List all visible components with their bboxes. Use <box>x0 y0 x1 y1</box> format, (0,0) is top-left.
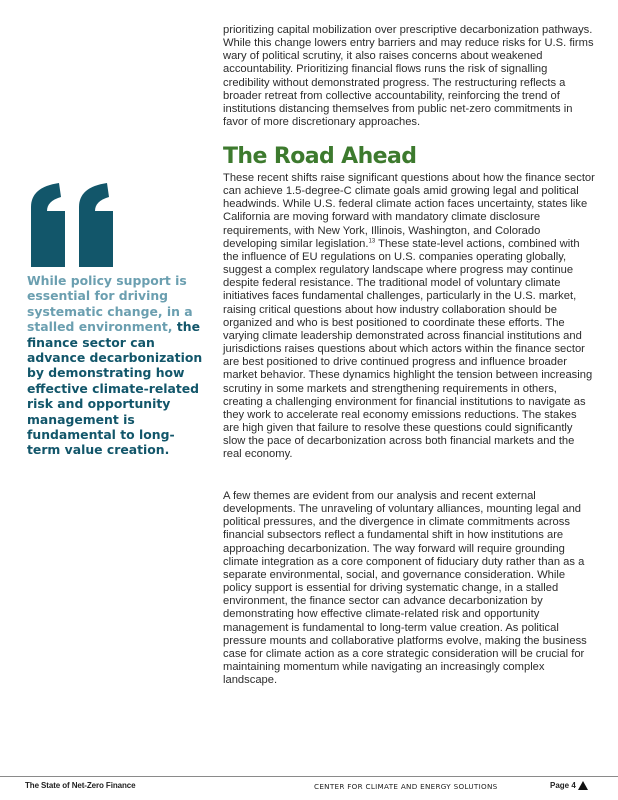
main-paragraph-part-1: These recent shifts raise significant questions about how the finance sector can achieve 1.5-degree-C climate goals amid growing legal and political headwinds. While U.S. federal climate action faces uncertainty, states like California are moving forward with mandatory climate disclosure requirements, with New York, Illinois, Washington, and Colorado developing similar legislation. <box>223 172 595 250</box>
footer-organization: CENTER FOR CLIMATE AND ENERGY SOLUTIONS <box>314 782 498 791</box>
footer-report-title: The State of Net-Zero Finance <box>25 781 136 790</box>
main-paragraph-part-2: These state-level actions, combined with the influence of EU regulations on U.S. companies operating globally, suggest a complex regulatory landscape where progress may continue despite federal resistance. The traditional model of voluntary climate initiatives faces fundamental challenges, particularly in the U.S. market, raising critical questions about how industry collaboration should be organized and who is best positioned to coordinate these efforts. The varying climate leadership demonstrated across financial institutions and jurisdictions raises questions about which actors within the finance sector are best positioned to drive continued progress and influence broader market behavior. These dynamics highlight the tension between increasing scrutiny in some markets and strengthening requirements in others, creating a challenging environment for financial institutions to navigate as they work to accelerate real economy emissions reductions. The stakes are high given that failure to resolve these questions could significantly slow the pace of decarbonization across both financial markets and the real economy. <box>223 237 593 461</box>
footer-divider <box>0 776 618 777</box>
footnote-reference[interactable]: 13 <box>368 238 376 245</box>
main-paragraph <box>223 172 595 461</box>
triangle-up-icon[interactable] <box>578 781 588 790</box>
pull-quote-light: While policy support is essential for driving systematic change, in a stalled environment, <box>27 273 193 335</box>
themes-paragraph: A few themes are evident from our analysis and recent external developments. The unraveling of voluntary alliances, mounting legal and political pressures, and the divergence in climate commitments across financial subsectors reflect a fundamental shift in how institutions are approaching decarbonization. The way forward will require grounding climate integration as a core component of fiduciary duty rather than as a separate environmental, social, and governance consideration. While policy support is essential for driving systematic change, in a stalled environment, the finance sector can advance decarbonization by demonstrating how effective climate-related risk and opportunity management is fundamental to long-term value creation. As political pressure mounts and collaborative platforms evolve, making the business case for climate action as a core strategic consideration will be crucial for maintaining momentum while navigating an increasingly complex landscape. <box>223 490 587 687</box>
section-heading: The Road Ahead <box>223 144 417 169</box>
pull-quote-dark: the finance sector can advance decarbonization by demonstrating how effective climate-related risk and opportunity management is fundamental to long-term value creation. <box>27 319 203 458</box>
pull-quote <box>27 273 205 458</box>
intro-paragraph: prioritizing capital mobilization over prescriptive decarbonization pathways. While this change lowers entry barriers and may reduce risks for U.S. firms wary of political scrutiny, it also raises concerns about weakened accountability. Prioritizing financial flows runs the risk of signalling credibility without demonstrated progress. The restructuring reflects a broader retreat from collective accountability, reinforcing the trend of institutions distancing themselves from public net-zero commitments in favor of more discretionary approaches. <box>223 24 594 129</box>
footer-page-number: Page 4 <box>550 781 576 790</box>
opening-quote-icon <box>25 183 121 267</box>
